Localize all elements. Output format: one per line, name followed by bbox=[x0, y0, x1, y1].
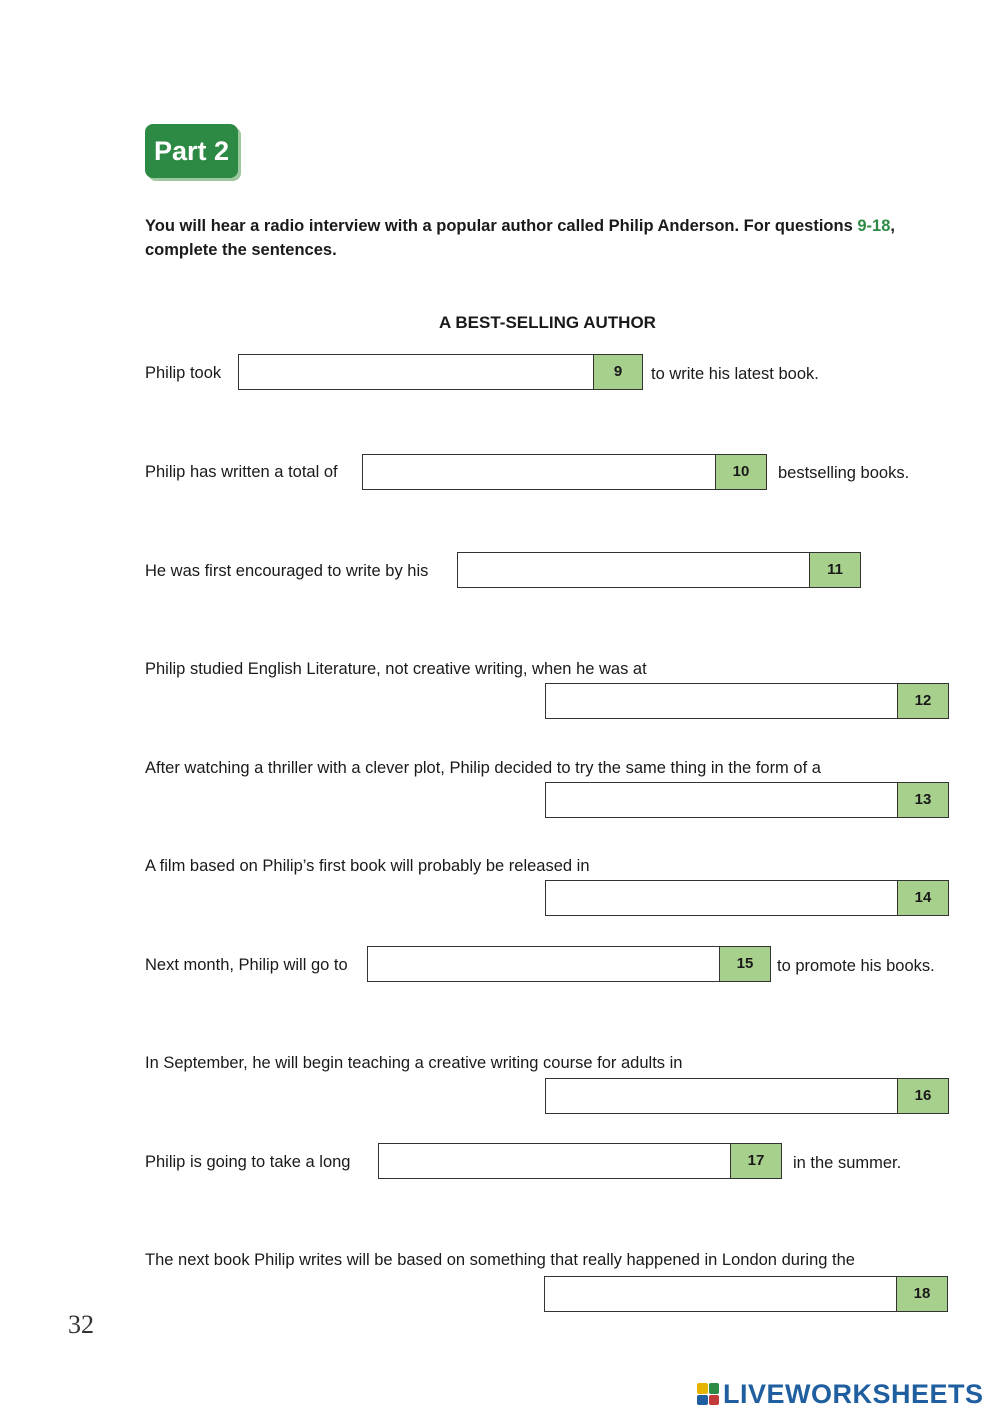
logo-grid-icon bbox=[697, 1383, 719, 1405]
answer-box-17[interactable] bbox=[378, 1143, 782, 1179]
instructions-text-end: , complete the sentences. bbox=[145, 217, 895, 259]
question-17-suffix: in the summer. bbox=[793, 1154, 902, 1172]
question-15-suffix: to promote his books. bbox=[777, 957, 935, 975]
question-number-12: 12 bbox=[897, 684, 948, 718]
section-heading: A BEST-SELLING AUTHOR bbox=[439, 313, 656, 332]
answer-box-9[interactable] bbox=[238, 354, 643, 390]
answer-box-10[interactable] bbox=[362, 454, 767, 490]
question-10-prompt: Philip has written a total of bbox=[145, 463, 338, 481]
answer-box-13[interactable] bbox=[545, 782, 949, 818]
question-15-prompt: Next month, Philip will go to bbox=[145, 956, 348, 974]
question-9-suffix: to write his latest book. bbox=[651, 365, 819, 383]
answer-box-18[interactable] bbox=[544, 1276, 948, 1312]
answer-box-16[interactable] bbox=[545, 1078, 949, 1114]
question-number-14: 14 bbox=[897, 881, 948, 915]
question-number-11: 11 bbox=[809, 553, 860, 587]
question-number-16: 16 bbox=[897, 1079, 948, 1113]
question-12-prompt: Philip studied English Literature, not creative writing, when he was at bbox=[145, 660, 647, 678]
question-18-prompt: The next book Philip writes will be based on something that really happened in London during the bbox=[145, 1251, 855, 1269]
page-number: 32 bbox=[68, 1310, 94, 1339]
liveworksheets-logo bbox=[697, 1377, 984, 1411]
question-9-prompt: Philip took bbox=[145, 364, 222, 382]
question-number-15: 15 bbox=[719, 947, 770, 981]
answer-box-15[interactable] bbox=[367, 946, 771, 982]
question-17-prompt: Philip is going to take a long bbox=[145, 1153, 351, 1171]
question-14-prompt: A film based on Philip’s first book will probably be released in bbox=[145, 857, 590, 875]
question-10-suffix: bestselling books. bbox=[778, 464, 910, 482]
logo-text: LIVEWORKSHEETS bbox=[723, 1378, 984, 1409]
question-number-17: 17 bbox=[730, 1144, 781, 1178]
question-16-prompt: In September, he will begin teaching a creative writing course for adults in bbox=[145, 1054, 683, 1072]
question-number-18: 18 bbox=[896, 1277, 947, 1311]
instructions bbox=[145, 214, 955, 262]
instructions-text: You will hear a radio interview with a popular author called Philip Anderson. For questions bbox=[145, 217, 858, 235]
answer-box-14[interactable] bbox=[545, 880, 949, 916]
part-badge: Part 2 bbox=[145, 124, 238, 178]
question-number-13: 13 bbox=[897, 783, 948, 817]
question-13-prompt: After watching a thriller with a clever plot, Philip decided to try the same thing in the form of a bbox=[145, 759, 821, 777]
question-number-10: 10 bbox=[715, 455, 766, 489]
question-number-9: 9 bbox=[593, 355, 642, 389]
question-range: 9-18 bbox=[857, 217, 891, 235]
question-11-prompt: He was first encouraged to write by his bbox=[145, 562, 429, 580]
answer-box-12[interactable] bbox=[545, 683, 949, 719]
answer-box-11[interactable] bbox=[457, 552, 861, 588]
